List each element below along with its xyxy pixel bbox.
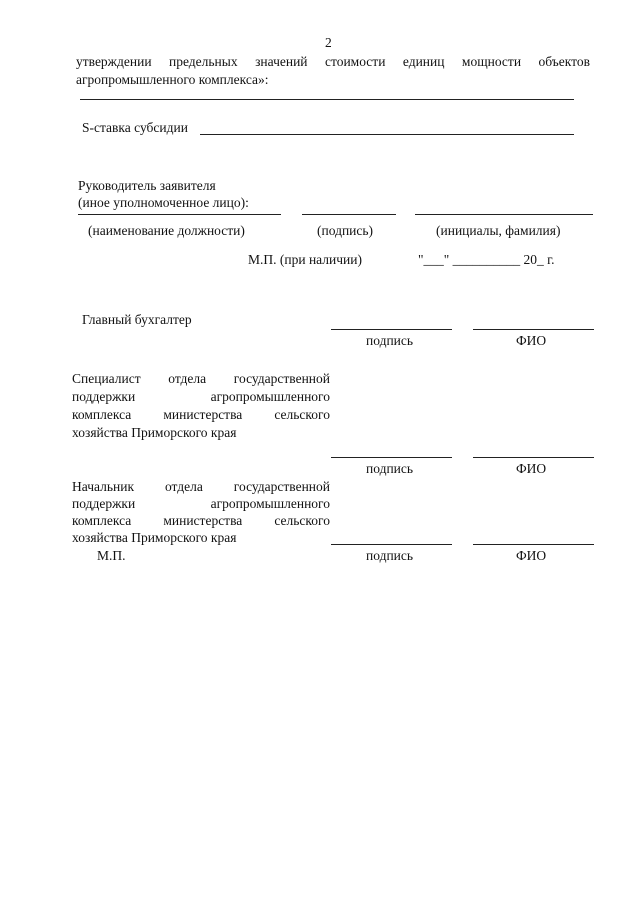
specialist-line-3: комплекса министерства сельского <box>72 407 330 422</box>
subsidy-rate-fill-line <box>200 134 574 135</box>
chief-accountant-label: Главный бухгалтер <box>82 312 192 327</box>
chief-name-caption: ФИО <box>516 548 547 563</box>
head-initials-line <box>415 214 593 215</box>
head-title-line-2: (иное уполномоченное лицо): <box>78 195 249 210</box>
specialist-line-1: Специалист отдела государственной <box>72 371 330 386</box>
chief-name-line <box>473 544 594 545</box>
page-number: 2 <box>325 35 332 50</box>
chief-seal-label: М.П. <box>97 548 126 563</box>
chief-line-1: Начальник отдела государственной <box>72 479 330 494</box>
chief-accountant-name-line <box>473 329 594 330</box>
chief-signature-caption: подпись <box>366 548 414 563</box>
head-initials-caption: (инициалы, фамилия) <box>436 223 561 238</box>
chief-accountant-signature-line <box>331 329 452 330</box>
head-position-caption: (наименование должности) <box>88 223 245 238</box>
head-title-line-1: Руководитель заявителя <box>78 178 216 193</box>
chief-signature-line <box>331 544 452 545</box>
specialist-name-caption: ФИО <box>516 461 547 476</box>
head-seal-label: М.П. (при наличии) <box>248 252 362 267</box>
chief-line-2: поддержки агропромышленного <box>72 496 330 511</box>
chief-line-4: хозяйства Приморского края <box>72 530 237 545</box>
head-position-line <box>78 214 281 215</box>
chief-line-3: комплекса министерства сельского <box>72 513 330 528</box>
specialist-signature-caption: подпись <box>366 461 414 476</box>
subsidy-rate-label: S-ставка субсидии <box>82 120 188 135</box>
chief-accountant-name-caption: ФИО <box>516 333 547 348</box>
specialist-name-line <box>473 457 594 458</box>
specialist-signature-line <box>331 457 452 458</box>
head-date-template: "___" __________ 20_ г. <box>418 252 555 267</box>
head-signature-caption: (подпись) <box>317 223 374 238</box>
head-signature-line <box>302 214 396 215</box>
intro-line-2: агропромышленного комплекса»: <box>76 72 269 87</box>
intro-line-1: утверждении предельных значений стоимости единиц мощности объектов <box>76 54 590 69</box>
chief-accountant-signature-caption: подпись <box>366 333 414 348</box>
specialist-line-2: поддержки агропромышленного <box>72 389 330 404</box>
specialist-line-4: хозяйства Приморского края <box>72 425 237 440</box>
intro-fill-line <box>80 99 574 100</box>
